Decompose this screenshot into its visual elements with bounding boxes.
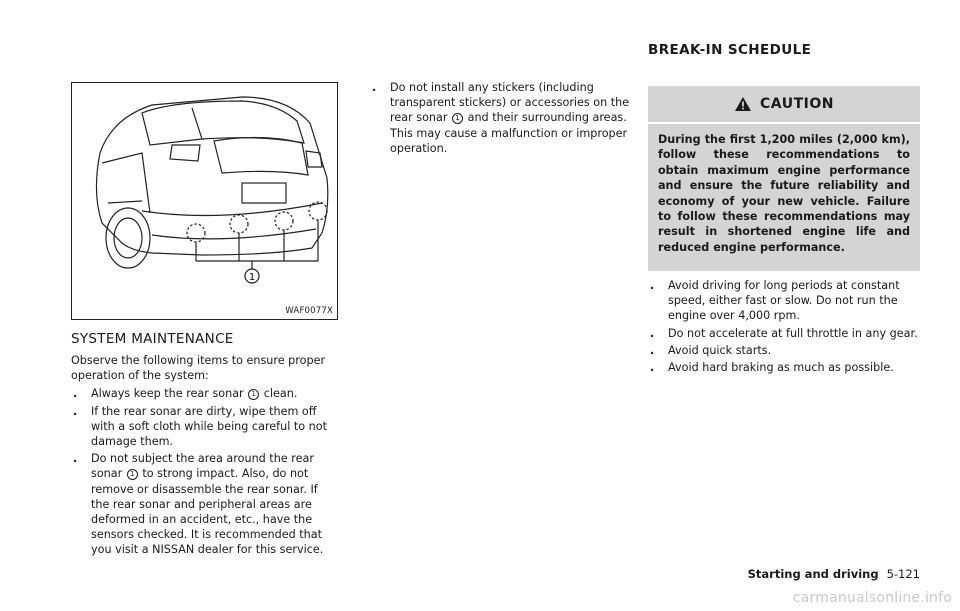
footer-section: Starting and driving: [747, 567, 879, 581]
page-footer: [748, 567, 920, 581]
break-in-list: [648, 278, 920, 375]
right-column: [648, 278, 920, 377]
bullet: .: [650, 343, 655, 357]
warning-icon: [734, 96, 752, 112]
bullet: .: [650, 279, 655, 292]
list-item: . Avoid quick starts.: [650, 343, 772, 357]
bullet: .: [650, 326, 655, 340]
sticker-list: [370, 80, 630, 156]
bullet: .: [73, 404, 78, 418]
callout-ref: 1: [248, 389, 259, 400]
caution-header: [648, 86, 920, 124]
middle-column: [370, 80, 630, 158]
car-rear-drawing: [72, 83, 337, 319]
list-item: . Avoid driving for long periods at constant speed, either fast or slow. Do not run the engine over 4,000 rpm.: [650, 279, 900, 323]
callout-ref: 1: [127, 469, 138, 480]
caution-text: During the first 1,200 miles (2,000 km), follow these recommendations to obtain maximum engine performance and ensure the future reliability and economy of your new vehicle. Failure to follow these recommendations may result in shortened engine life and reduced engine performance.: [658, 133, 910, 254]
list-item: . Avoid hard braking as much as possible.: [650, 361, 894, 375]
bullet: .: [73, 452, 78, 466]
figure-code: WAF0077X: [285, 306, 333, 316]
bullet: .: [372, 81, 377, 94]
caution-title: CAUTION: [760, 96, 834, 112]
section-title-system-maintenance: SYSTEM MAINTENANCE: [71, 331, 234, 347]
maintenance-list: [71, 386, 338, 557]
list-item: . Do not install any stickers (including transparent stickers) or accessories on the rear sonar 1 and their surrounding areas. This may cause a malfunction or improper operation.: [372, 81, 630, 155]
watermark: carmanualsonline.info: [792, 590, 952, 606]
list-item: . Do not subject the area around the rear sonar 1 to strong impact. Also, do not remove or disassemble the rear sonar. If the rear sonar and peripheral areas are deformed in an accident, etc., have the sensors checked. It is recommended that you visit a NISSAN dealer for this service.: [73, 452, 324, 557]
callout-number: 1: [248, 272, 256, 283]
rear-sonar-illustration: [71, 82, 338, 320]
list-item: . Do not accelerate at full throttle in any gear.: [650, 326, 918, 340]
bullet: .: [73, 387, 78, 401]
section-title-break-in: BREAK-IN SCHEDULE: [648, 42, 812, 58]
callout-ref: 1: [452, 113, 463, 124]
intro-text: Observe the following items to ensure proper operation of the system:: [71, 354, 326, 383]
left-column: [71, 353, 338, 560]
list-item: . Always keep the rear sonar 1 clean.: [73, 387, 298, 401]
caution-box: [648, 86, 920, 271]
bullet: .: [650, 361, 655, 375]
list-item: . If the rear sonar are dirty, wipe them off with a soft cloth while being careful to not damage them.: [73, 404, 327, 449]
page-number: 5-121: [886, 567, 920, 581]
